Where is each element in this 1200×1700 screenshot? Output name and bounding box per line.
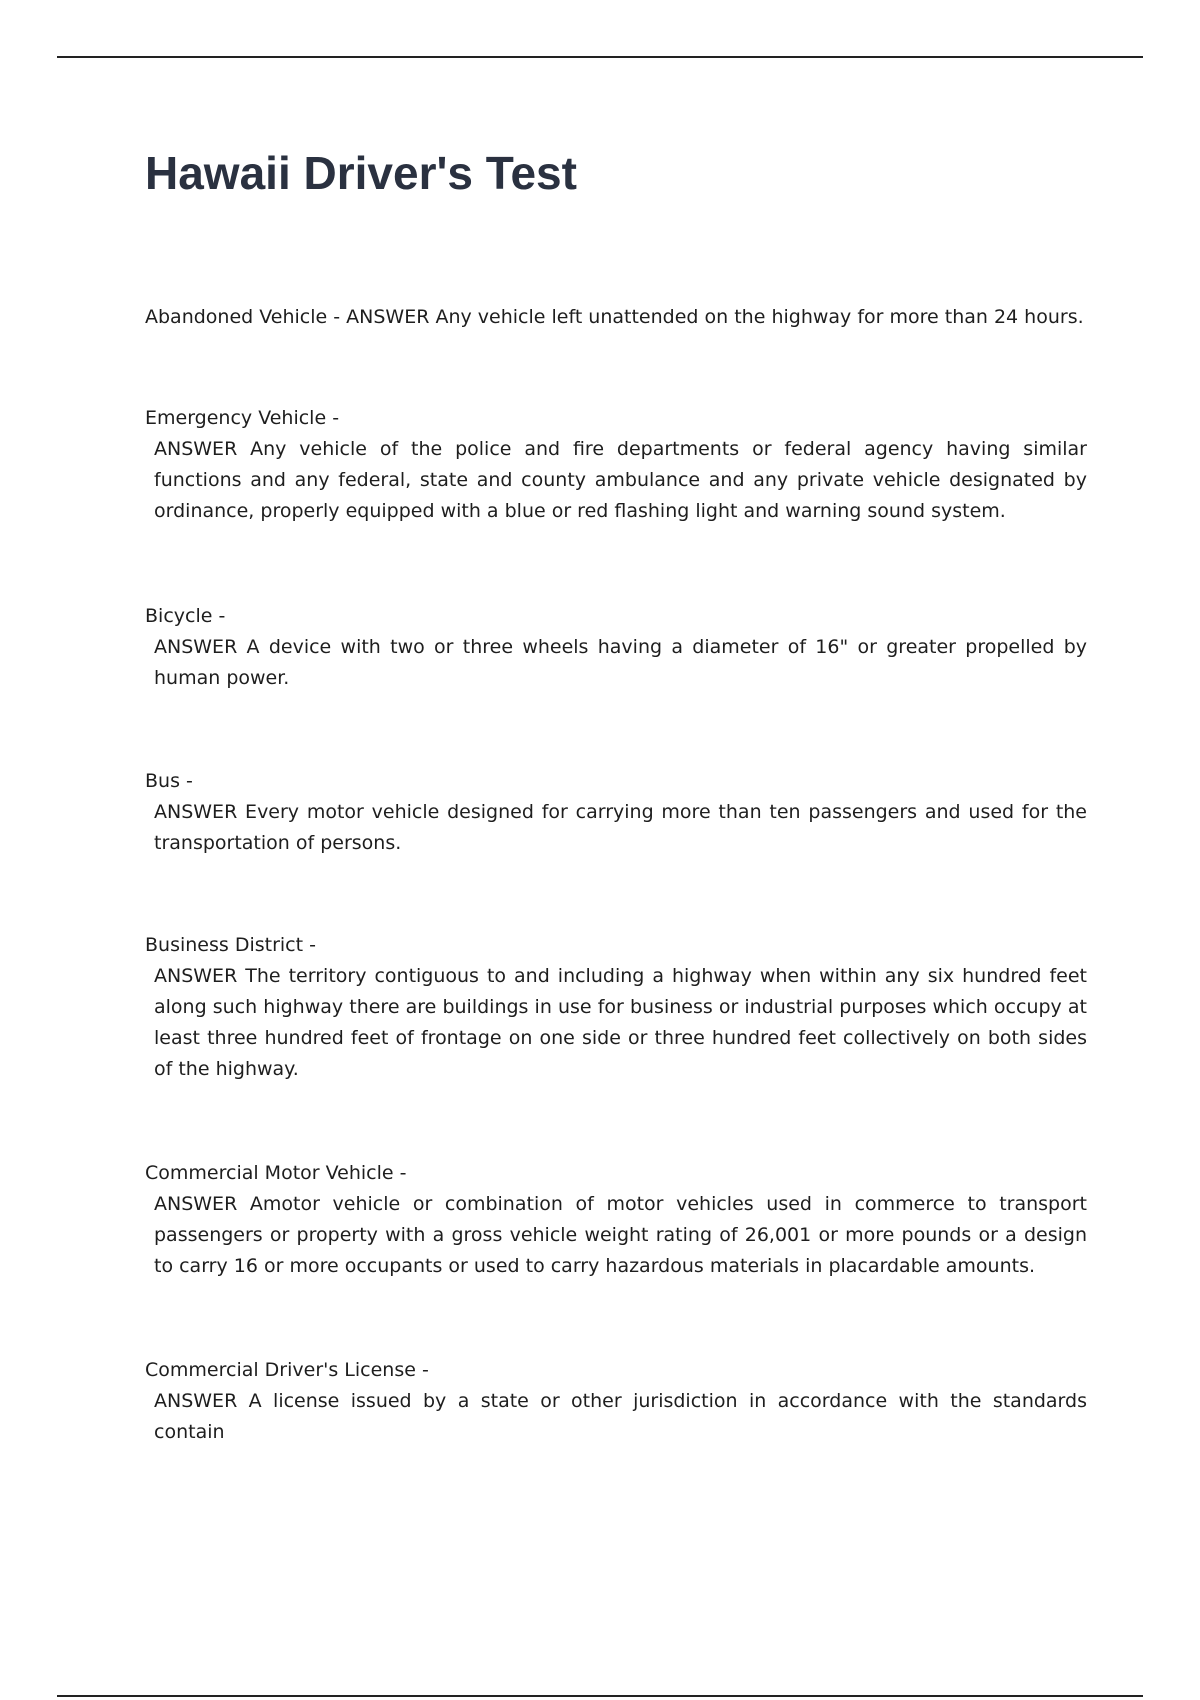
entry-answer: ANSWER Amotor vehicle or combination of motor vehicles used in commerce to transport passengers or property with a gross vehicle weight rating of 26,001 or more pounds or a design to carry 16 or more occupants or used to carry hazardous materials in placardable amounts. xyxy=(154,1193,1087,1277)
entry-term: Emergency Vehicle - xyxy=(145,407,346,429)
entry-abandoned-vehicle xyxy=(145,302,1084,333)
entry-term: Bus - xyxy=(145,770,199,792)
entry-term: Bicycle - xyxy=(145,605,232,627)
entry-term: Commercial Motor Vehicle - xyxy=(145,1162,413,1184)
entry-answer: ANSWER Every motor vehicle designed for carrying more than ten passengers and used for the transportation of persons. xyxy=(154,801,1087,854)
bottom-rule xyxy=(57,1695,1143,1697)
entry-bus xyxy=(145,766,1087,859)
entry-answer: ANSWER Any vehicle of the police and fire departments or federal agency having similar functions and any federal, state and county ambulance and any private vehicle designated by ordinance, properly equipped with a blue or red flashing light and warning sound system. xyxy=(154,438,1087,522)
document-title: Hawaii Driver's Test xyxy=(145,147,577,199)
entry-business-district xyxy=(145,930,1087,1085)
entry-bicycle xyxy=(145,601,1087,694)
entry-answer: ANSWER The territory contiguous to and including a highway when within any six hundred feet along such highway there are buildings in use for business or industrial purposes which occupy at least three hundred feet of frontage on one side or three hundred feet collectively on both sides of the highway. xyxy=(154,965,1087,1080)
entry-answer: ANSWER Any vehicle left unattended on the highway for more than 24 hours. xyxy=(346,306,1084,328)
entry-commercial-motor-vehicle xyxy=(145,1158,1087,1282)
entry-answer: ANSWER A license issued by a state or other jurisdiction in accordance with the standards contain xyxy=(154,1390,1087,1443)
entry-term: Business District - xyxy=(145,934,323,956)
entry-term: Abandoned Vehicle - xyxy=(145,306,347,328)
entry-answer: ANSWER A device with two or three wheels having a diameter of 16" or greater propelled by human power. xyxy=(154,636,1087,689)
top-rule xyxy=(57,56,1143,58)
entry-commercial-drivers-license xyxy=(145,1355,1087,1448)
entry-emergency-vehicle xyxy=(145,403,1087,527)
entry-term: Commercial Driver's License - xyxy=(145,1359,435,1381)
